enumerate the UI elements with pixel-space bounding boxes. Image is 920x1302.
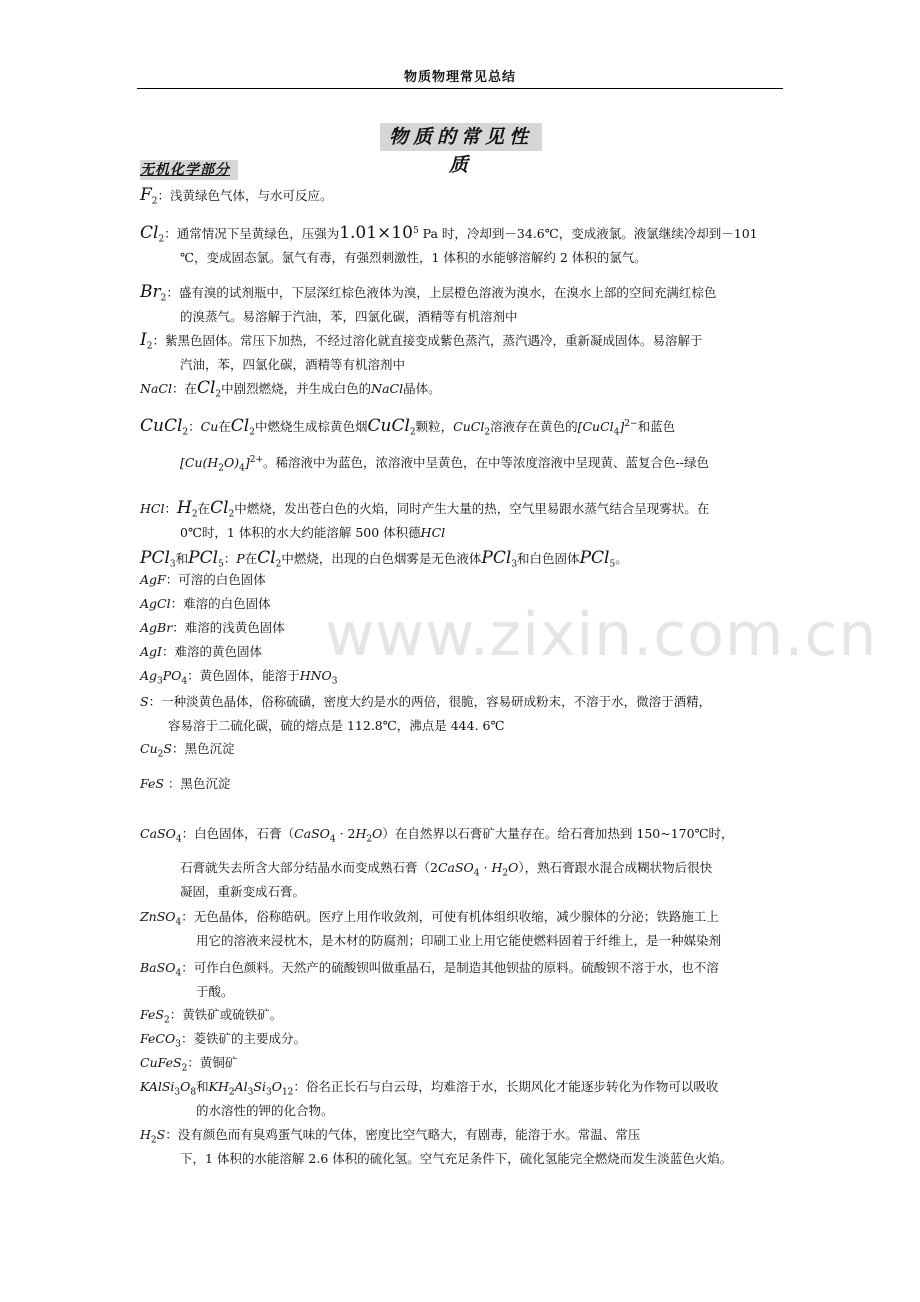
formula: FeS (140, 776, 164, 791)
formula: I (140, 330, 147, 350)
entry-agi: AgI：难溶的黄色固体 (140, 644, 262, 659)
formula: HCl (140, 501, 165, 516)
entry-cucl2: CuCl$_2$：Cu在$Cl_2$中燃烧生成棕黄色烟CuCl$_2$颗粒，CuCl$_2$溶液存在黄色的[CuCl$_4$]$^{2-}$和蓝色 $[Cu(H_2O)_4]^{2+}$。稀溶液中为蓝色，浓溶液中呈黄色，在中等浓度溶液中呈现黄、蓝复合色--绿色 (140, 414, 785, 475)
formula: PCl (140, 548, 170, 568)
formula: FeS (140, 1007, 164, 1022)
entry-hcl: HCl：$H_2$在$Cl_2$中燃烧，发出苍白色的火焰，同时产生大量的热，空气里易跟水蒸气结合呈现雾状。在 0℃时，1 体积的水大约能溶解 500 体积德HCl (140, 496, 785, 545)
entry-nacl: NaCl：在$Cl_2$中剧烈燃烧，并生成白色的NaCl晶体。 (140, 378, 441, 400)
entry-pcl: PCl$_3$和PCl$_5$：P在$Cl_2$中燃烧，出现的白色烟雾是无色液体PCl$_3$和白色固体PCl$_5$。 (140, 548, 628, 570)
entry-feco3: FeCO$_3$：菱铁矿的主要成分。 (140, 1031, 306, 1050)
entry-ag3po4: $Ag_3PO_4$：黄色固体，能溶于$HNO_3$ (140, 668, 338, 687)
entry-continuation: 石膏就失去所含大部分结晶水而变成熟石膏（2CaSO$_4$ · $H_2O$），熟石膏跟水混合成糊状物后很快 (180, 860, 713, 879)
formula: S (140, 694, 149, 709)
entry-continuation: 下，1 体积的水能溶解 2.6 体积的硫化氢。空气充足条件下，硫化氢能完全燃烧而发生淡蓝色火焰。 (180, 1151, 733, 1166)
entry-h2s: $H_2S$：没有颜色而有臭鸡蛋气味的气体，密度比空气略大，有剧毒，能溶于水。常温、常压 下，1 体积的水能溶解 2.6 体积的硫化氢。空气充足条件下，硫化氢能完全燃烧而发生淡蓝色火焰。 (140, 1123, 785, 1171)
formula: AgF (140, 572, 166, 587)
formula: CuCl (140, 416, 183, 436)
entry-continuation: ℃，变成固态氯。氯气有毒，有强烈刺激性，1 体积的水能够溶解约 2 体积的氯气。 (180, 250, 647, 265)
entry-kalsi: $KAlSi_3O_8$和$KH_2Al_3Si_3O_{12}$：俗名正长石与白云母，均难溶于水，长期风化才能逐步转化为作物可以吸收 的水溶性的钾的化合物。 (140, 1075, 785, 1123)
entry-fes: FeS ：黑色沉淀 (140, 776, 231, 791)
formula: Ag (140, 668, 158, 683)
formula: AgCl (140, 596, 171, 611)
formula: CaSO (140, 826, 176, 841)
formula: Cu (140, 741, 158, 756)
formula: H (140, 1127, 151, 1142)
entry-cufes2: CuFeS$_2$：黄铜矿 (140, 1055, 238, 1074)
page-title: 物质的常见性质 (380, 123, 542, 151)
formula: AgBr (140, 620, 173, 635)
entry-continuation: 于酸。 (196, 984, 234, 999)
formula: AgI (140, 644, 162, 659)
entry-continuation: 的溴蒸气。易溶解于汽油，苯，四氯化碳，酒精等有机溶剂中 (180, 309, 518, 324)
entry-znso4: ZnSO$_4$：无色晶体，俗称皓矾。医疗上用作收敛剂，可使有机体组织收缩，减少腺体的分泌；铁路施工上 用它的溶液来浸枕木，是木材的防腐剂；印刷工业上用它能使燃料固着于纤维上，是一种媒染剂 (140, 905, 785, 953)
entry-baso4: BaSO$_4$：可作白色颜料。天然产的硫酸钡叫做重晶石，是制造其他钡盐的原料。硫酸钡不溶于水，也不溶 于酸。 (140, 956, 785, 1004)
entry-continuation: 汽油，苯，四氯化碳，酒精等有机溶剂中 (180, 357, 406, 372)
entry-cu2s: $Cu_2S$：黑色沉淀 (140, 741, 235, 760)
entry-cl2: $Cl_2$：通常情况下呈黄绿色，压强为$1.01\times 10^5$ Pa 时，冷却到－34.6℃，变成液氯。液氯继续冷却到－101 ℃，变成固态氯。氯气有毒，有强烈刺激性，1 体积的水能够溶解约 2 体积的氯气。 (140, 221, 785, 270)
entry-continuation: 用它的溶液来浸枕木，是木材的防腐剂；印刷工业上用它能使燃料固着于纤维上，是一种媒染剂 (196, 933, 722, 948)
formula: NaCl (140, 381, 172, 396)
pressure-value: 1.01×10 (339, 223, 413, 243)
section-heading: 无机化学部分 (140, 160, 238, 180)
formula: F (140, 185, 152, 205)
entry-s: S：一种淡黄色晶体，俗称硫磺，密度大约是水的两倍，很脆，容易研成粉末，不溶于水，微溶于酒精， 容易溶于二硫化碳，硫的熔点是 112.8℃，沸点是 444. 6℃ (140, 690, 785, 738)
formula: Br (140, 282, 161, 302)
entry-caso4: CaSO$_4$：白色固体，石膏（CaSO$_4$ · $2H_2O$）在自然界以石膏矿大量存在。给石膏加热到 150~170℃时， 石膏就失去所含大部分结晶水而变成熟石膏（2CaSO$_4$ · $H_2O$），熟石膏跟水混合成糊状物后很快 凝固，重新变成石膏。 (140, 822, 785, 904)
entry-continuation: 0℃时，1 体积的水大约能溶解 500 体积德HCl (180, 525, 446, 540)
entry-f2: $F_2$：浅黄绿色气体，与水可反应。 (140, 185, 333, 207)
header-title: 物质物理常见总结 (403, 70, 516, 85)
formula: BaSO (140, 960, 176, 975)
formula: ZnSO (140, 909, 176, 924)
header-rule (137, 88, 783, 89)
formula: FeCO (140, 1031, 176, 1046)
entry-continuation: 凝固，重新变成石膏。 (180, 884, 306, 899)
entry-fes2: FeS$_2$：黄铁矿或硫铁矿。 (140, 1007, 283, 1026)
entry-continuation: 容易溶于二硫化碳，硫的熔点是 112.8℃，沸点是 444. 6℃ (168, 718, 505, 733)
entry-agf: AgF：可溶的白色固体 (140, 572, 266, 587)
formula: Cl (140, 223, 159, 243)
entry-agbr: AgBr：难溶的浅黄色固体 (140, 620, 285, 635)
entry-agcl: AgCl：难溶的白色固体 (140, 596, 271, 611)
entry-continuation: 的水溶性的钾的化合物。 (196, 1103, 334, 1118)
watermark: www.zixin.com.cn (325, 600, 878, 670)
entry-continuation: $[Cu(H_2O)_4]^{2+}$。稀溶液中为蓝色，浓溶液中呈黄色，在中等浓度溶液中呈现黄、蓝复合色--绿色 (180, 454, 709, 474)
entry-text: ：浅黄绿色气体，与水可反应。 (157, 188, 333, 203)
entry-i2: $I_2$：紫黑色固体。常压下加热，不经过溶化就直接变成紫色蒸汽，蒸汽遇冷，重新凝成固体。易溶解于 汽油，苯，四氯化碳，酒精等有机溶剂中 (140, 328, 785, 377)
formula: CuFeS (140, 1055, 182, 1070)
entry-br2: $Br_2$：盛有溴的试剂瓶中，下层深红棕色液体为溴，上层橙色溶液为溴水，在溴水上部的空间充满红棕色 的溴蒸气。易溶解于汽油，苯，四氯化碳，酒精等有机溶剂中 (140, 280, 785, 329)
formula: KAlSi (140, 1079, 175, 1094)
